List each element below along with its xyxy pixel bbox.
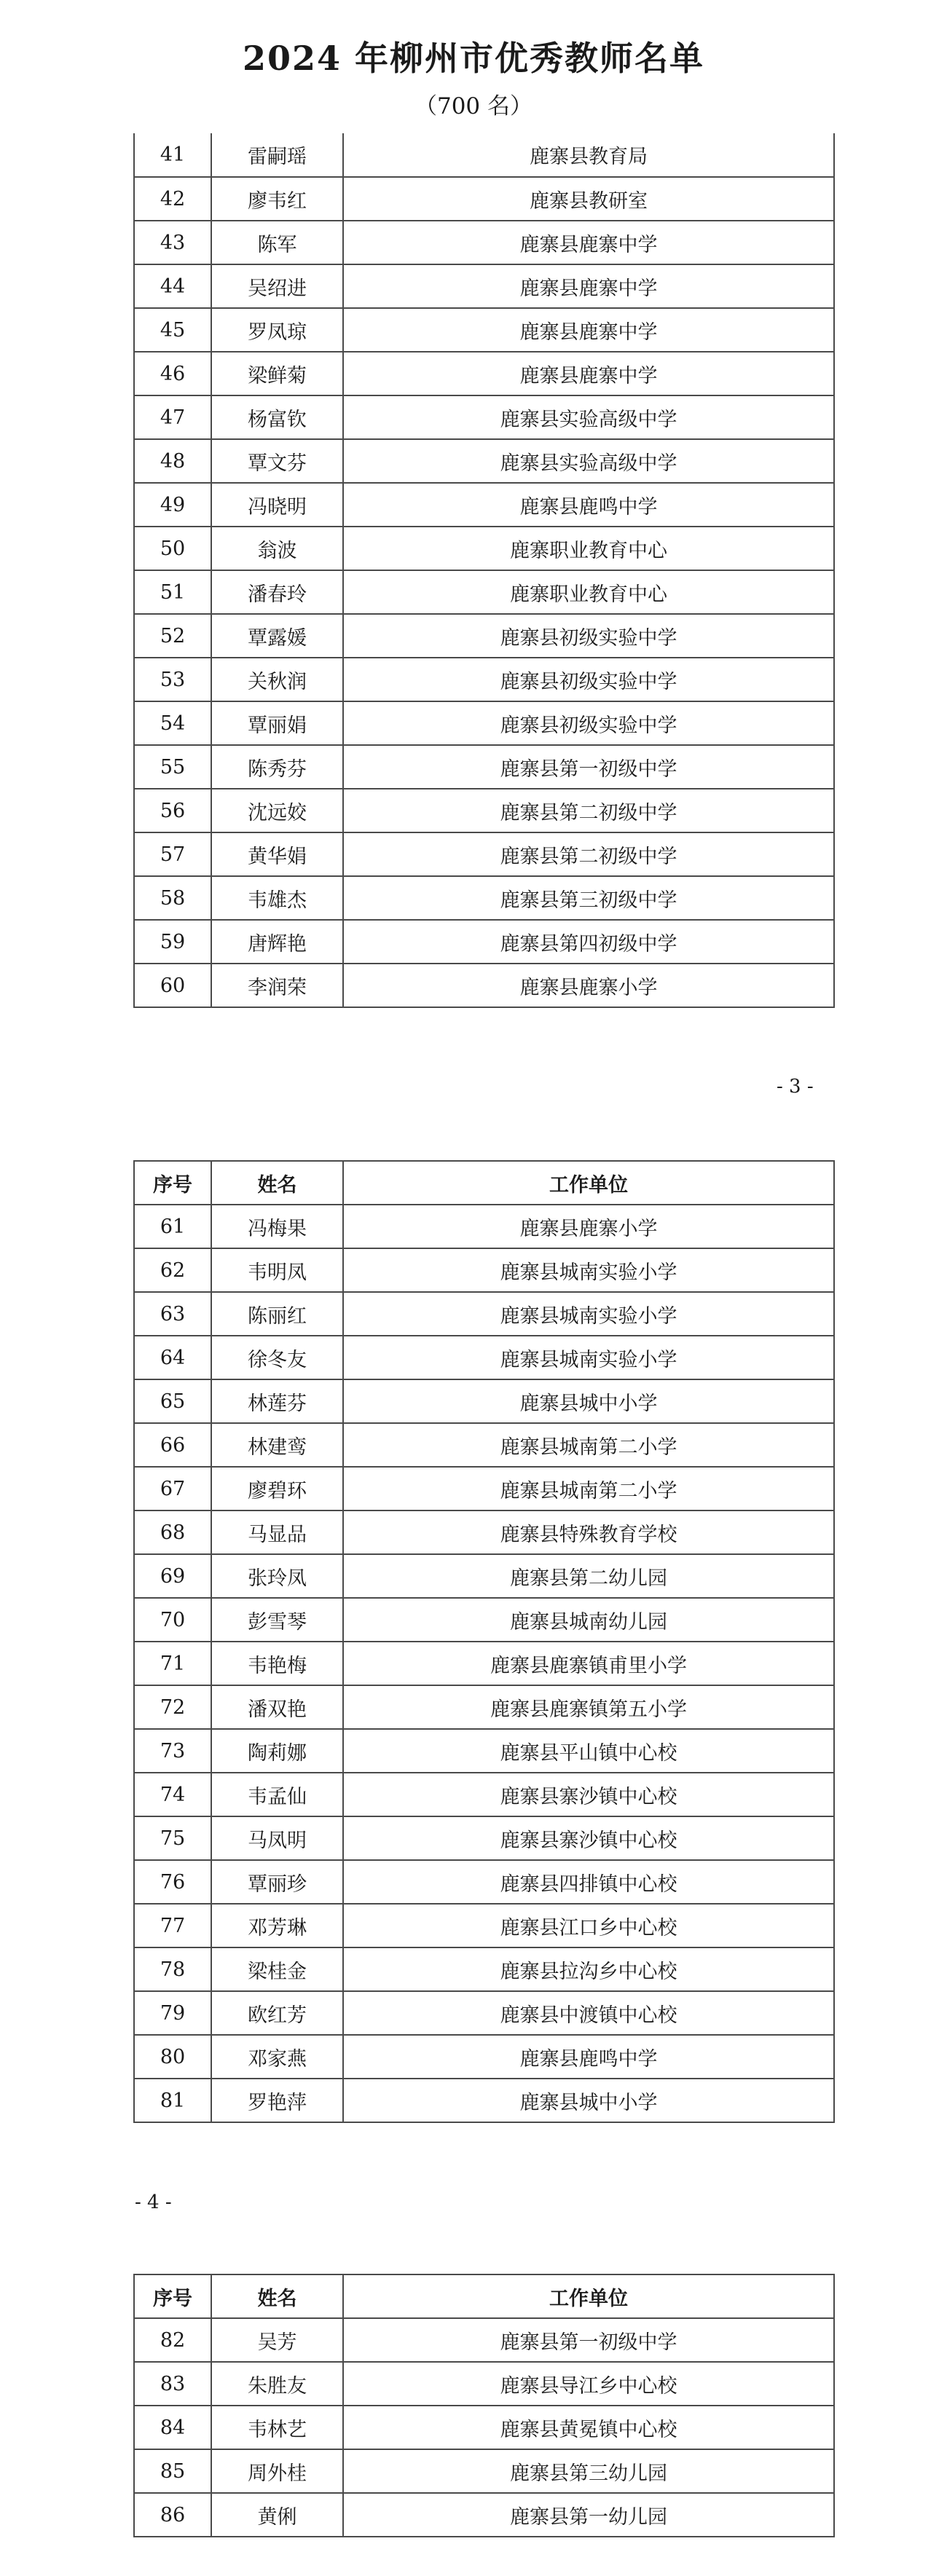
row-number: 51 [134, 570, 211, 614]
work-unit: 鹿寨县特殊教育学校 [343, 1510, 834, 1554]
teacher-name: 雷嗣瑶 [211, 133, 343, 177]
work-unit: 鹿寨县拉沟乡中心校 [343, 1947, 834, 1991]
work-unit: 鹿寨县城中小学 [343, 2079, 834, 2122]
table-row [134, 308, 834, 352]
table-row [134, 920, 834, 964]
work-unit: 鹿寨县江口乡中心校 [343, 1904, 834, 1947]
row-number: 72 [134, 1685, 211, 1729]
table-row [134, 1642, 834, 1685]
table-row [134, 1336, 834, 1379]
work-unit: 鹿寨县寨沙镇中心校 [343, 1773, 834, 1816]
teacher-name: 沈远姣 [211, 789, 343, 832]
work-unit: 鹿寨县鹿寨小学 [343, 964, 834, 1007]
row-number: 44 [134, 264, 211, 308]
row-number: 50 [134, 527, 211, 570]
row-number: 75 [134, 1816, 211, 1860]
work-unit: 鹿寨县城南第二小学 [343, 1423, 834, 1467]
row-number: 62 [134, 1248, 211, 1292]
work-unit: 鹿寨县实验高级中学 [343, 395, 834, 439]
header-number: 序号 [134, 1161, 211, 1205]
work-unit: 鹿寨县鹿鸣中学 [343, 2035, 834, 2079]
teacher-name: 张玲凤 [211, 1554, 343, 1598]
work-unit: 鹿寨县第二初级中学 [343, 789, 834, 832]
table-row [134, 1729, 834, 1773]
teacher-name: 马显品 [211, 1510, 343, 1554]
work-unit: 鹿寨县第一初级中学 [343, 2318, 834, 2362]
table-row [134, 1379, 834, 1423]
row-number: 69 [134, 1554, 211, 1598]
work-unit: 鹿寨县城南第二小学 [343, 1467, 834, 1510]
work-unit: 鹿寨县第一幼儿园 [343, 2493, 834, 2537]
row-number: 74 [134, 1773, 211, 1816]
table-row [134, 2079, 834, 2122]
table-row [134, 2493, 834, 2537]
teacher-name: 徐冬友 [211, 1336, 343, 1379]
table-row [134, 658, 834, 701]
row-number: 42 [134, 177, 211, 221]
table-row [134, 876, 834, 920]
row-number: 65 [134, 1379, 211, 1423]
teacher-name: 韦明凤 [211, 1248, 343, 1292]
header-unit: 工作单位 [343, 1161, 834, 1205]
teacher-name: 林建鸾 [211, 1423, 343, 1467]
work-unit: 鹿寨县鹿寨中学 [343, 221, 834, 264]
row-number: 41 [134, 133, 211, 177]
teacher-name: 覃露媛 [211, 614, 343, 658]
teacher-name: 唐辉艳 [211, 920, 343, 964]
row-number: 68 [134, 1510, 211, 1554]
table-row [134, 1598, 834, 1642]
teacher-name: 朱胜友 [211, 2362, 343, 2406]
work-unit: 鹿寨县鹿寨中学 [343, 264, 834, 308]
table-row [134, 964, 834, 1007]
work-unit: 鹿寨县第二幼儿园 [343, 1554, 834, 1598]
teacher-name: 翁波 [211, 527, 343, 570]
work-unit: 鹿寨县城南实验小学 [343, 1248, 834, 1292]
table-header-row [134, 2274, 834, 2318]
row-number: 49 [134, 483, 211, 527]
document-subtitle: （700 名） [414, 93, 533, 119]
header-unit: 工作单位 [343, 2274, 834, 2318]
work-unit: 鹿寨县第三幼儿园 [343, 2449, 834, 2493]
teacher-table-page-3 [133, 133, 835, 1008]
work-unit: 鹿寨职业教育中心 [343, 570, 834, 614]
work-unit: 鹿寨县导江乡中心校 [343, 2362, 834, 2406]
work-unit: 鹿寨县城南幼儿园 [343, 1598, 834, 1642]
teacher-table-page-4 [133, 1160, 835, 2123]
teacher-name: 覃文芬 [211, 439, 343, 483]
row-number: 57 [134, 832, 211, 876]
work-unit: 鹿寨县第四初级中学 [343, 920, 834, 964]
teacher-name: 杨富钦 [211, 395, 343, 439]
row-number: 76 [134, 1860, 211, 1904]
document-title: 2024 年柳州市优秀教师名单 [242, 39, 705, 78]
teacher-name: 韦孟仙 [211, 1773, 343, 1816]
page-number: - 4 - [135, 2191, 172, 2213]
work-unit: 鹿寨县四排镇中心校 [343, 1860, 834, 1904]
teacher-name: 梁鲜菊 [211, 352, 343, 395]
table-row [134, 352, 834, 395]
row-number: 53 [134, 658, 211, 701]
teacher-table-page-5 [133, 2274, 835, 2537]
table-row [134, 570, 834, 614]
table-row [134, 1860, 834, 1904]
teacher-name: 冯梅果 [211, 1205, 343, 1248]
table-row [134, 2035, 834, 2079]
work-unit: 鹿寨县鹿寨镇第五小学 [343, 1685, 834, 1729]
row-number: 82 [134, 2318, 211, 2362]
work-unit: 鹿寨县实验高级中学 [343, 439, 834, 483]
table-row [134, 2406, 834, 2449]
work-unit: 鹿寨县鹿寨镇甫里小学 [343, 1642, 834, 1685]
row-number: 47 [134, 395, 211, 439]
table-row [134, 221, 834, 264]
row-number: 81 [134, 2079, 211, 2122]
row-number: 63 [134, 1292, 211, 1336]
teacher-name: 吴芳 [211, 2318, 343, 2362]
table-row [134, 527, 834, 570]
work-unit: 鹿寨县寨沙镇中心校 [343, 1816, 834, 1860]
work-unit: 鹿寨县鹿鸣中学 [343, 483, 834, 527]
teacher-name: 李润荣 [211, 964, 343, 1007]
table-row [134, 1205, 834, 1248]
row-number: 46 [134, 352, 211, 395]
table-row [134, 1292, 834, 1336]
row-number: 60 [134, 964, 211, 1007]
work-unit: 鹿寨县鹿寨小学 [343, 1205, 834, 1248]
teacher-name: 韦雄杰 [211, 876, 343, 920]
teacher-name: 黄俐 [211, 2493, 343, 2537]
teacher-name: 陈丽红 [211, 1292, 343, 1336]
teacher-name: 覃丽珍 [211, 1860, 343, 1904]
teacher-name: 陶莉娜 [211, 1729, 343, 1773]
table-row [134, 1685, 834, 1729]
teacher-name: 周外桂 [211, 2449, 343, 2493]
table-row [134, 483, 834, 527]
header-name: 姓名 [211, 2274, 343, 2318]
table-row [134, 1423, 834, 1467]
table-row [134, 395, 834, 439]
teacher-name: 潘春玲 [211, 570, 343, 614]
work-unit: 鹿寨县城南实验小学 [343, 1336, 834, 1379]
row-number: 73 [134, 1729, 211, 1773]
teacher-name: 潘双艳 [211, 1685, 343, 1729]
row-number: 77 [134, 1904, 211, 1947]
row-number: 52 [134, 614, 211, 658]
teacher-name: 廖碧环 [211, 1467, 343, 1510]
teacher-name: 彭雪琴 [211, 1598, 343, 1642]
table-row [134, 2362, 834, 2406]
header-number: 序号 [134, 2274, 211, 2318]
row-number: 71 [134, 1642, 211, 1685]
table-row [134, 1816, 834, 1860]
table-row [134, 745, 834, 789]
teacher-name: 罗凤琼 [211, 308, 343, 352]
row-number: 83 [134, 2362, 211, 2406]
row-number: 84 [134, 2406, 211, 2449]
teacher-name: 吴绍进 [211, 264, 343, 308]
table-row [134, 2318, 834, 2362]
row-number: 70 [134, 1598, 211, 1642]
work-unit: 鹿寨县平山镇中心校 [343, 1729, 834, 1773]
table-row [134, 832, 834, 876]
table-row [134, 133, 834, 177]
row-number: 67 [134, 1467, 211, 1510]
teacher-name: 欧红芳 [211, 1991, 343, 2035]
table-row [134, 1510, 834, 1554]
teacher-name: 陈秀芬 [211, 745, 343, 789]
work-unit: 鹿寨县初级实验中学 [343, 658, 834, 701]
table-row [134, 439, 834, 483]
work-unit: 鹿寨县第三初级中学 [343, 876, 834, 920]
table-row [134, 2449, 834, 2493]
row-number: 66 [134, 1423, 211, 1467]
work-unit: 鹿寨县城南实验小学 [343, 1292, 834, 1336]
row-number: 55 [134, 745, 211, 789]
table-row [134, 1554, 834, 1598]
table-row [134, 264, 834, 308]
page-number: - 3 - [777, 1076, 814, 1098]
table-row [134, 1467, 834, 1510]
teacher-name: 黄华娟 [211, 832, 343, 876]
teacher-name: 关秋润 [211, 658, 343, 701]
row-number: 86 [134, 2493, 211, 2537]
table-row [134, 614, 834, 658]
work-unit: 鹿寨县鹿寨中学 [343, 352, 834, 395]
header-name: 姓名 [211, 1161, 343, 1205]
table-row [134, 177, 834, 221]
teacher-name: 韦艳梅 [211, 1642, 343, 1685]
work-unit: 鹿寨县中渡镇中心校 [343, 1991, 834, 2035]
work-unit: 鹿寨县城中小学 [343, 1379, 834, 1423]
work-unit: 鹿寨职业教育中心 [343, 527, 834, 570]
row-number: 59 [134, 920, 211, 964]
row-number: 43 [134, 221, 211, 264]
table-header-row [134, 1161, 834, 1205]
row-number: 54 [134, 701, 211, 745]
teacher-name: 林莲芬 [211, 1379, 343, 1423]
row-number: 79 [134, 1991, 211, 2035]
teacher-name: 韦林艺 [211, 2406, 343, 2449]
teacher-name: 冯晓明 [211, 483, 343, 527]
row-number: 56 [134, 789, 211, 832]
work-unit: 鹿寨县鹿寨中学 [343, 308, 834, 352]
teacher-name: 邓家燕 [211, 2035, 343, 2079]
table-row [134, 1904, 834, 1947]
work-unit: 鹿寨县黄冕镇中心校 [343, 2406, 834, 2449]
teacher-name: 廖韦红 [211, 177, 343, 221]
work-unit: 鹿寨县初级实验中学 [343, 701, 834, 745]
work-unit: 鹿寨县初级实验中学 [343, 614, 834, 658]
teacher-name: 罗艳萍 [211, 2079, 343, 2122]
teacher-name: 梁桂金 [211, 1947, 343, 1991]
table-row [134, 789, 834, 832]
teacher-name: 邓芳琳 [211, 1904, 343, 1947]
teacher-name: 陈军 [211, 221, 343, 264]
row-number: 85 [134, 2449, 211, 2493]
table-row [134, 1947, 834, 1991]
table-row [134, 1773, 834, 1816]
row-number: 48 [134, 439, 211, 483]
work-unit: 鹿寨县教育局 [343, 133, 834, 177]
table-row [134, 1991, 834, 2035]
work-unit: 鹿寨县教研室 [343, 177, 834, 221]
row-number: 58 [134, 876, 211, 920]
table-row [134, 701, 834, 745]
table-row [134, 1248, 834, 1292]
work-unit: 鹿寨县第一初级中学 [343, 745, 834, 789]
row-number: 61 [134, 1205, 211, 1248]
row-number: 80 [134, 2035, 211, 2079]
row-number: 45 [134, 308, 211, 352]
row-number: 64 [134, 1336, 211, 1379]
teacher-name: 覃丽娟 [211, 701, 343, 745]
row-number: 78 [134, 1947, 211, 1991]
work-unit: 鹿寨县第二初级中学 [343, 832, 834, 876]
teacher-name: 马凤明 [211, 1816, 343, 1860]
